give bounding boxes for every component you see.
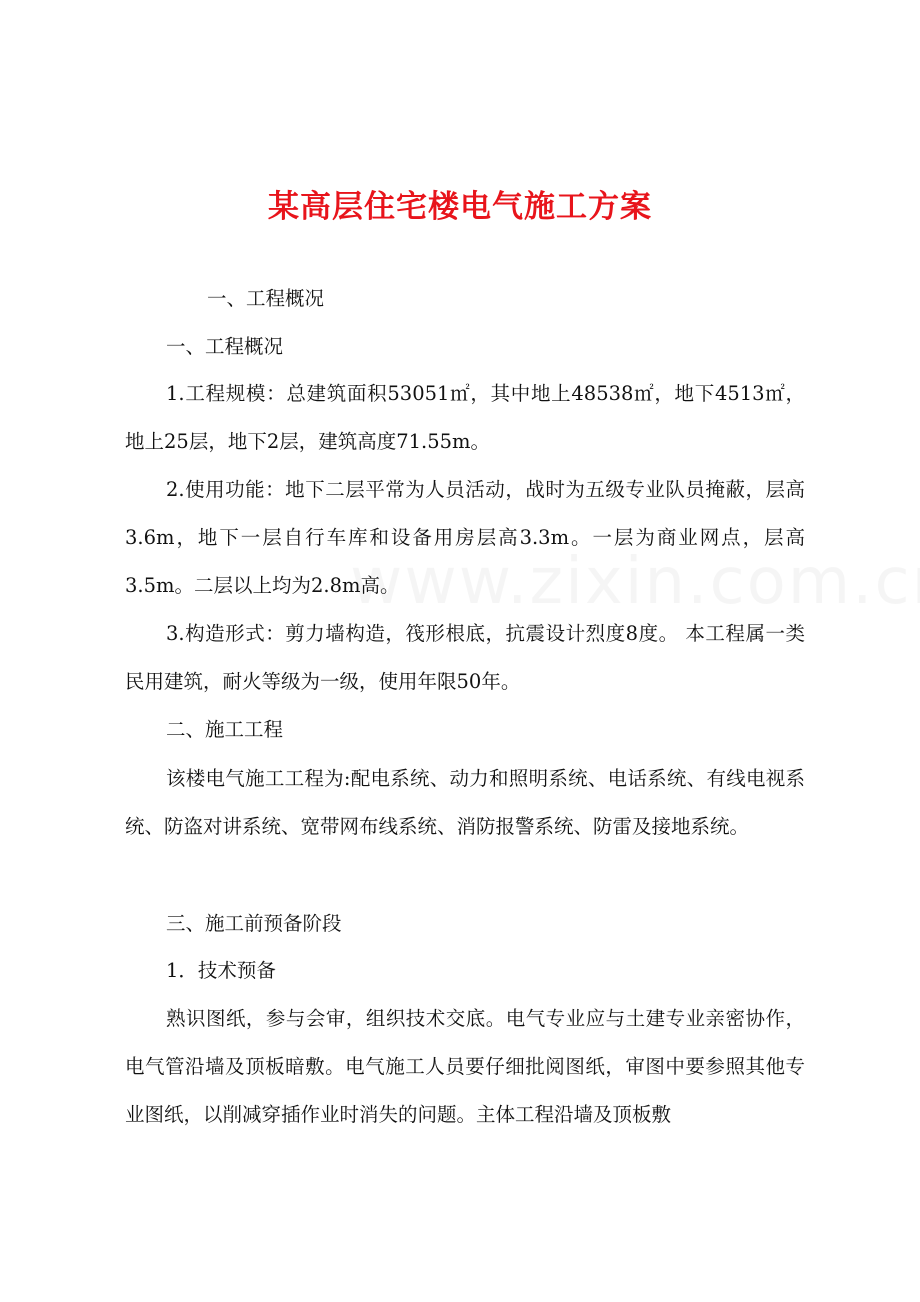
section-heading: 三、施工前预备阶段 (166, 912, 342, 935)
paragraph-project-scale: 1.工程规模：总建筑面积53051㎡，其中地上48538㎡，地下4513㎡，地上25层，地下2层，建筑高度71.55m。 (125, 382, 805, 453)
section-heading: 二、施工工程 (166, 718, 284, 741)
section-heading: 一、工程概况 (207, 287, 325, 310)
document-title: 某高层住宅楼电气施工方案 (268, 189, 652, 225)
paragraph-structure: 3.构造形式：剪力墙构造，筏形根底，抗震设计烈度8度。 本工程属一类民用建筑，耐火等级为一级，使用年限50年。 (125, 622, 805, 693)
section-heading: 一、工程概况 (166, 335, 284, 358)
paragraph-function: 2.使用功能：地下二层平常为人员活动，战时为五级专业队员掩蔽，层高3.6m，地下一层自行车库和设备用房层高3.3m。一层为商业网点，层高3.5m。二层以上均为2.8m高。 (125, 478, 805, 597)
paragraph-technical-prep: 熟识图纸，参与会审，组织技术交底。电气专业应与土建专业亲密协作，电气管沿墙及顶板暗敷。电气施工人员要仔细批阅图纸，审图中要参照其他专业图纸，以削减穿插作业时消失的问题。主体工程沿墙及顶板敷 (125, 1007, 805, 1126)
subsection-heading: 1．技术预备 (166, 959, 276, 982)
paragraph-scope: 该楼电气施工工程为:配电系统、动力和照明系统、电话系统、有线电视系统、防盗对讲系统、宽带网布线系统、消防报警系统、防雷及接地系统。 (125, 767, 805, 838)
